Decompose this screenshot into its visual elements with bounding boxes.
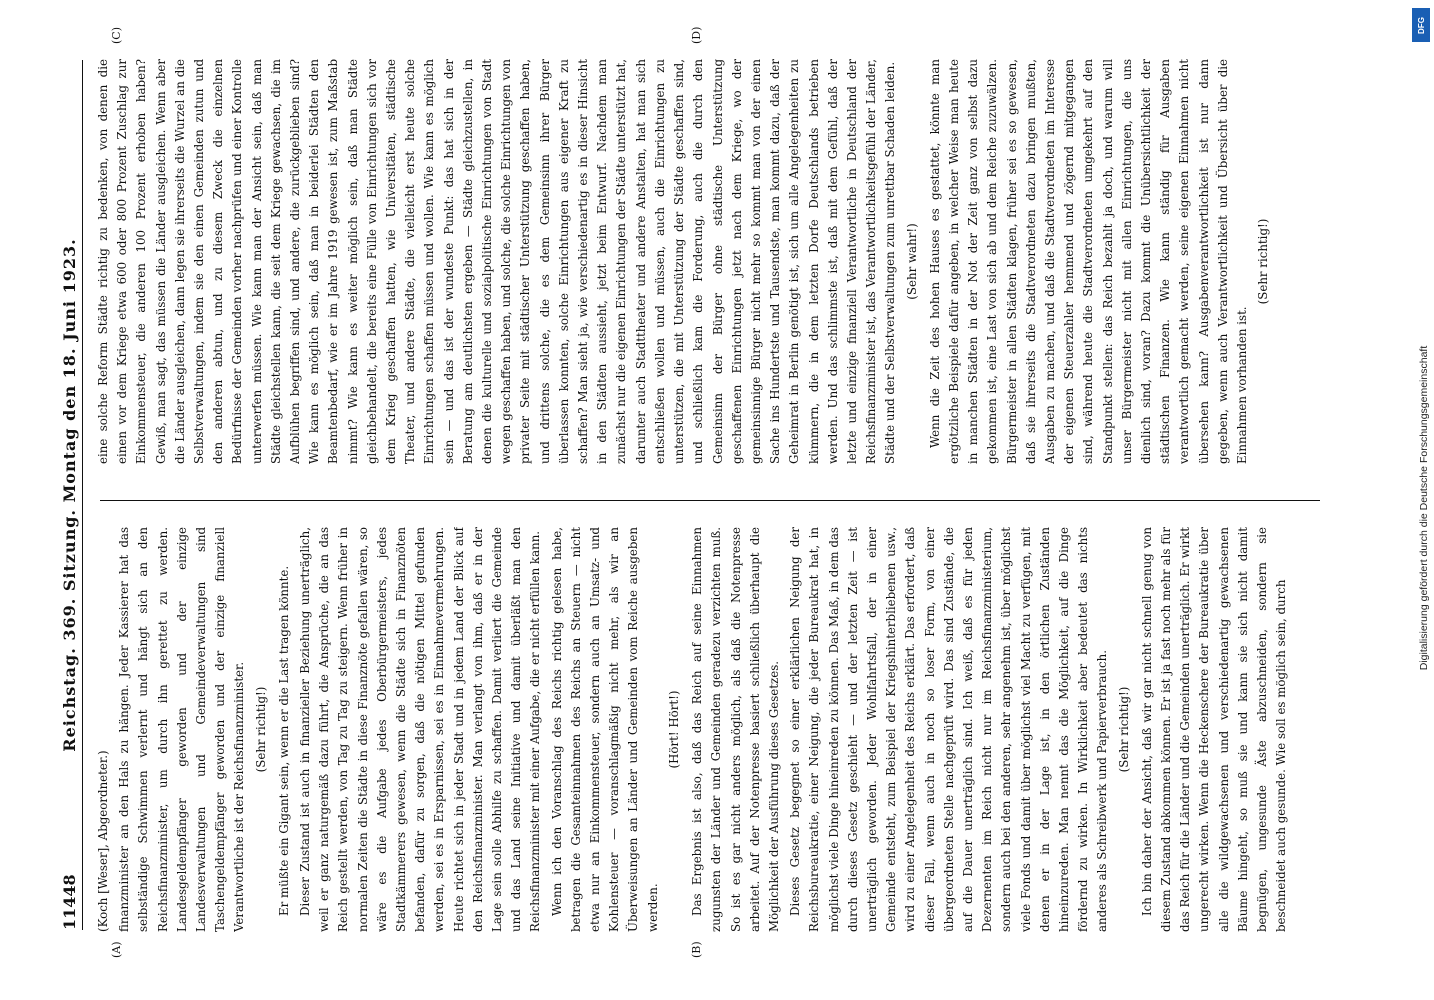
paragraph: eine solche Reform Städte richtig zu bedenken, von denen die einen vor dem Kriege etwa 600 oder 800 Prozent Zuschlag zur Einkommensteuer, die anderen 100 Prozent erhoben haben? Gewiß, man sagt, das müssen die Länder ausgleichen. Wenn aber die Länder ausgleichen, dann legen sie ihrerseits die Wurzel an die Selbstverwaltungen, indem sie den einen Gemeinden zutun und den anderen abtun, und zu diesem Zweck die einzelnen Bedürfnisse der Gemeinden vorher nachprüfen und einer Kontrolle unterwerfen müssen. Wie kann man der Ansicht sein, daß man Städte gleichstellen kann, die seit dem Kriege gewachsen, die im Aufblühen begriffen sind, und andere, die zurückgeblieben sind? Wie kann es möglich sein, daß man in beiderlei Städten den Beamtenbedarf, wie er im Jahre 1919 gewesen ist, zum Maßstab nimmt? Wie kann es weiter möglich sein, daß man Städte gleichbehandelt, die bereits eine Fülle von Einrichtungen sich vor dem Krieg geschaffen hatten, wie Universitäten, städtische Theater, und andere Städte, die vielleicht erst heute solche Einrichtungen schaffen müssen und wollen. Wie kann es möglich sein — und das ist der wundeste Punkt: das hat sich in der Beratung am deutlichsten ergeben — Städte gleichzustellen, in denen die kulturelle und sozialpolitische Einrichtungen von Stadt wegen geschaffen haben, und solche, die solche Einrichtungen von privater Seite mit städtischer Unterstützung geschaffen haben, und drittens solche, die es dem Gemeinsinn ihrer Bürger überlassen konnten, solche Einrichtungen aus eigener Kraft zu schaffen? Man sieht ja, wie verschiedenartig es in dieser Hinsicht in den Städten aussieht, jetzt beim Entwurf. Nachdem man zunächst nur die eigenen Einrichtungen der Städte unterstützt hat, darunter auch Stadttheater und andere Anstalten, hat man sich entschließen wollen und müssen, auch die Einrichtungen zu unterstützen, die mit Unterstützung der Städte geschaffen sind, und schließlich kam die Forderung, auch die durch den Gemeinsinn der Bürger ohne städtische Unterstützung geschaffenen Einrichtungen jetzt nach dem Kriege, wo der gemeinsinnige Bürger nicht mehr so kommt man von der einen Sache ins Hundertste und Tausendste, man kommt dazu, daß der Geheimrat in Berlin genötigt ist, sich um alle Angelegenheiten zu kümmern, die in dem letzten Dorfe Deutschlands betrieben werden. Und das schlimmste ist, daß mit dem Gefühl, daß der letzte und einzige finanziell Verantwortliche in Deutschland der Reichsfinanzminister ist, das Verantwortlichkeitsgefühl der Länder, Städte und der Selbstverwaltungen zum unrettbar Schaden leiden. xyxy=(96,59,898,464)
margin-marker-c: (C) xyxy=(110,27,123,44)
paragraph: Dieser Zustand ist auch in finanzieller Beziehung unerträglich, weil er ganz naturgemäß dazu führt, die Ansprüche, die an das Reich gestellt werden, von Tag zu Tag zu steigern. Wenn früher in normalen Zeiten die Städte in diese Finanznöte gefallen wären, so wäre es die Aufgabe jedes Oberbürgermeisters, jedes Stadtkämmerers gewesen, wenn die Städte sich in Finanznöten befanden, dafür zu sorgen, daß die nötigen Mittel gefunden werden, sei es in Ersparnissen, sei es in Einnahmevermehrungen. Heute richtet sich in jeder Stadt und in jedem Land der Blick auf den Reichsfinanzminister. Man verlangt von ihm, daß er in der Lage sein solle Abhilfe zu schaffen. Damit verliert die Gemeinde und das Land seine Initiative und damit überläßt man den Reichsfinanzminister mit einer Aufgabe, die er nicht erfüllen kann. xyxy=(298,527,543,932)
paragraph: Wenn ich den Voranschlag des Reichs richtig gelesen habe, betragen die Gesamteinnahmen des Reichs an Steuern — nicht etwa nur an Einkommensteuer, sondern auch an Umsatz- und Kohlensteuer — voranschlagmäßig nicht mehr, als wir an Überweisungen an Länder und Gemeinden vom Reiche ausgeben werden. xyxy=(549,527,660,932)
page-header xyxy=(58,60,83,930)
rotated-document-page xyxy=(0,10,1380,990)
paragraph: finanzminister an den Hals zu hängen. Jeder Kassierer hat das selbständige Schwimmen verlernt und hängt sich an den Reichsfinanzminister, um durch ihn gerettet zu werden. Landesgeldempfänger geworden und der einzige Landesverwaltungen und Gemeindeverwaltungen sind Taschengeldempfänger geworden und der einzige finanziell Verantwortliche ist der Reichsfinanzminister. xyxy=(117,527,247,932)
credit-text: Digitalisierung gefördert durch die Deutsche Forschungsgemeinschaft xyxy=(1418,345,1430,671)
speaker-note: (Koch [Weser], Abgeordneter.) xyxy=(96,750,110,932)
paragraph: Wenn die Zeit des hohen Hauses es gestattet, könnte man ergötzliche Beispiele dafür angeben, in welcher Weise man heute in manchen Städten in der Not der Zeit ganz von selbst dazu gekommen ist, eine Last von sich ab und dem Reiche zuzuwälzen. Bürgermeister in allen Städten klagen, früher sei es so gewesen, daß sie ihrerseits die Stadtverordneten dazu bringen mußten, Ausgaben zu machen, und daß die Stadtverordneten im Interesse der eigenen Steuerzahler hemmend und zögernd mitgegangen sind, während heute die Stadtverordneten umgekehrt auf den Standpunkt stellen: das Reich bezahlt ja doch, und warum will unser Bürgermeister nicht mit allen Einrichtungen, die uns dienlich sind, voran? Dazu kommt die Unübersichtlichkeit der städtischen Finanzen. Wie kann ständig für Ausgaben verantwortlich gemacht werden, seine eigenen Einnahmen nicht übersehen kann? Ausgabenverantwortlichkeit ist nur dann gegeben, wenn auch Verantwortlichkeit und Übersicht über die Einnahmen vorhanden ist. xyxy=(927,59,1249,464)
interjection: (Sehr richtig!) xyxy=(1116,686,1131,773)
paragraph: Ich bin daher der Ansicht, daß wir gar nicht schnell genug von diesem Zustand abkommen können. Er ist ja fast noch mehr als für das Reich für die Länder und die Gemeinden unerträglich. Er wirkt ungerecht wirken. Wenn die Heckenschere der Bureaukratie über alle die wildgewachsenen und verschiedenartig gewachsenen Bäume hingeht, so muß sie und kann sie sich nicht damit begnügen, ungesunde Äste abzuschneiden, sondern sie beschneidet auch gesunde. Wie soll es möglich sein, durch xyxy=(1139,527,1289,932)
margin-marker-b: (B) xyxy=(690,941,703,958)
column-divider xyxy=(100,500,1320,501)
page-title: Reichstag. 369. Sitzung. Montag den 18. Juni 1923. xyxy=(60,238,79,752)
digitization-credit xyxy=(1410,8,1432,988)
right-text-column xyxy=(94,59,1324,464)
margin-marker-d: (D) xyxy=(690,26,703,44)
paragraph: Er müßte ein Gigant sein, wenn er die Last tragen könnte. xyxy=(276,565,291,916)
interjection: (Sehr richtig!) xyxy=(253,686,268,773)
margin-marker-a: (A) xyxy=(110,941,123,958)
interjection: (Hört! Hört!) xyxy=(666,690,681,769)
paragraph: Das Ergebnis ist also, daß das Reich auf seine Einnahmen zugunsten der Länder und Gemeinden geradezu verzichten muß. So ist es gar nicht anders möglich, als daß die Notenpresse arbeitet. Auf der Notenpresse basiert schließlich überhaupt die Möglichkeit der Ausführung dieses Gesetzes. xyxy=(690,527,781,932)
paragraph: Dieses Gesetz begegnet so einer erklärlichen Neigung der Reichsbureaukratie, einer Neigung, die jeder Bureaukrat hat, in möglichst viele Dinge hineinreden zu können. Das Maß, in dem das durch dieses Gesetz geschieht — und der letzten Zeit — ist unerträglich geworden. Jeder Wohlfahrtsfall, der in einer Gemeinde entsteht, zum Beispiel der Kriegshinterbliebenen usw., wird zu einer Angelegenheit des Reichs erklärt. Das erfordert, daß dieser Fall, wenn auch in noch so loser Form, von einer übergeordneten Stelle nachgeprüft wird. Das sind Zustände, die auf die Dauer unerträglich sind. Ich weiß, daß es für jeden Dezernenten im Reich nicht nur im Reichsfinanzministerium, sondern auch bei den anderen, sehr angenehm ist, über möglichst viele Fonds und damit über möglichst viel Macht zu verfügen, mit denen er in der Lage ist, in den örtlichen Zuständen hineinzureden. Man nennt das die Möglichkeit, auf die Dinge fördernd zu wirken. In Wirklichkeit aber bedeutet das nichts anderes als Schreibwerk und Papierverbrauch. xyxy=(788,527,1110,932)
interjection: (Sehr richtig!) xyxy=(1256,218,1271,305)
dfg-logo-icon: DFG xyxy=(1412,8,1430,42)
page-number: 11448 xyxy=(60,874,79,930)
left-text-column xyxy=(94,527,1324,932)
interjection: (Sehr wahr!) xyxy=(904,223,919,300)
